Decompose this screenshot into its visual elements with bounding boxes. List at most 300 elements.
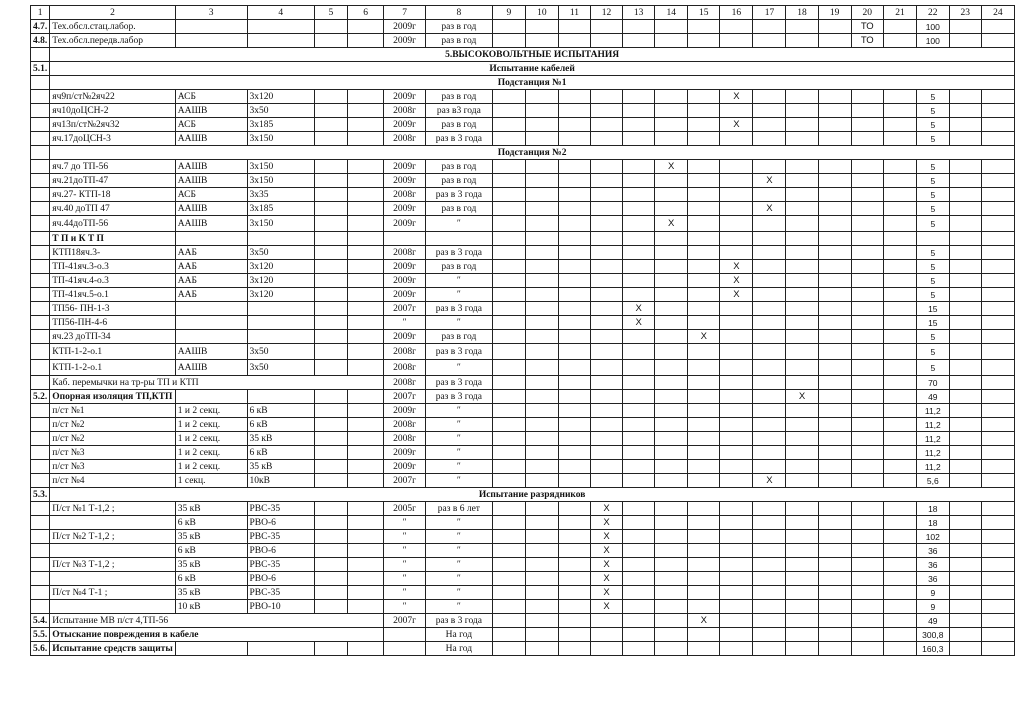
month-mark-cell	[314, 202, 347, 216]
labor-hours: 5	[916, 330, 949, 344]
month-mark-cell	[818, 572, 851, 586]
month-mark-cell	[688, 586, 720, 600]
month-mark-cell	[851, 502, 883, 516]
periodicity: раз в 6 лет	[425, 502, 492, 516]
month-mark-cell	[590, 642, 622, 656]
table-row	[31, 418, 1015, 432]
table-row	[31, 20, 1015, 34]
month-mark-cell	[786, 628, 818, 642]
month-mark-cell	[981, 418, 1014, 432]
month-mark-cell	[720, 232, 753, 246]
month-mark-cell	[347, 642, 384, 656]
month-mark-cell	[688, 516, 720, 530]
section-heading-row	[31, 146, 1015, 160]
object-name: яч9п/ст№2яч22	[50, 90, 176, 104]
month-mark-cell	[818, 460, 851, 474]
month-mark-cell	[347, 404, 384, 418]
month-mark-cell	[720, 460, 753, 474]
month-mark-cell	[981, 302, 1014, 316]
month-mark-cell	[492, 460, 525, 474]
cable-section: 3х150	[247, 132, 314, 146]
item-number: 4.7.	[31, 20, 50, 34]
month-mark-cell	[981, 160, 1014, 174]
item-number	[31, 376, 50, 390]
table-body	[31, 6, 1015, 656]
month-mark-cell	[720, 600, 753, 614]
month-mark-cell	[623, 530, 655, 544]
month-mark-cell	[347, 502, 384, 516]
month-mark-cell	[883, 246, 916, 260]
month-mark-cell	[786, 316, 818, 330]
month-mark-cell	[623, 202, 655, 216]
table-row	[31, 516, 1015, 530]
periodicity: ″	[425, 460, 492, 474]
month-mark-cell	[590, 90, 622, 104]
month-mark-cell	[688, 216, 720, 232]
table-row	[31, 260, 1015, 274]
month-mark-cell	[949, 360, 981, 376]
month-mark-cell	[558, 216, 590, 232]
month-mark-cell	[851, 404, 883, 418]
month-mark-cell	[590, 330, 622, 344]
month-mark-cell: Х	[688, 614, 720, 628]
table-row	[31, 160, 1015, 174]
month-mark-cell	[851, 572, 883, 586]
month-mark-cell	[688, 232, 720, 246]
month-mark-cell	[753, 404, 786, 418]
month-mark-cell	[818, 34, 851, 48]
month-mark-cell	[949, 502, 981, 516]
periodicity: ″	[425, 474, 492, 488]
labor-hours: 11,2	[916, 404, 949, 418]
month-mark-cell	[492, 104, 525, 118]
last-test-year: 2009г	[384, 20, 425, 34]
column-number-header: 2	[50, 6, 176, 20]
month-mark-cell	[786, 90, 818, 104]
cable-type: ААШВ	[175, 202, 247, 216]
month-mark-cell	[786, 260, 818, 274]
month-mark-cell	[883, 502, 916, 516]
month-mark-cell	[655, 20, 688, 34]
month-mark-cell	[851, 446, 883, 460]
month-mark-cell	[851, 274, 883, 288]
cable-section: 6 кВ	[247, 418, 314, 432]
month-mark-cell	[688, 376, 720, 390]
month-mark-cell	[347, 586, 384, 600]
month-mark-cell	[623, 160, 655, 174]
cable-section	[247, 390, 314, 404]
object-name: п/ст №1	[50, 404, 176, 418]
month-mark-cell	[558, 572, 590, 586]
month-mark-cell	[786, 418, 818, 432]
month-mark-cell	[883, 432, 916, 446]
month-mark-cell	[492, 530, 525, 544]
month-mark-cell	[720, 376, 753, 390]
section-title: Испытание кабелей	[50, 62, 1015, 76]
cable-section: 3х120	[247, 288, 314, 302]
object-name: яч.7 до ТП-56	[50, 160, 176, 174]
object-name: Опорная изоляция ТП,КТП	[50, 390, 176, 404]
month-mark-cell	[525, 188, 558, 202]
month-mark-cell	[525, 558, 558, 572]
object-name: П/ст №1 Т-1,2 ;	[50, 502, 176, 516]
month-mark-cell	[590, 174, 622, 188]
month-mark-cell	[720, 20, 753, 34]
month-mark-cell	[492, 216, 525, 232]
month-mark-cell	[525, 302, 558, 316]
labor-hours: 9	[916, 586, 949, 600]
month-mark-cell	[883, 572, 916, 586]
table-row	[31, 90, 1015, 104]
month-mark-cell: Х	[720, 118, 753, 132]
month-mark-cell	[623, 274, 655, 288]
item-number	[31, 160, 50, 174]
month-mark-cell	[753, 572, 786, 586]
month-mark-cell	[851, 642, 883, 656]
month-mark-cell	[981, 330, 1014, 344]
month-mark-cell	[786, 642, 818, 656]
month-mark-cell	[558, 586, 590, 600]
cable-type: 35 кВ	[175, 558, 247, 572]
month-mark-cell	[949, 586, 981, 600]
item-number	[31, 572, 50, 586]
month-mark-cell	[314, 418, 347, 432]
cable-section: 3х150	[247, 174, 314, 188]
last-test-year: 2009г	[384, 288, 425, 302]
object-name: Т П и К Т П	[50, 232, 176, 246]
month-mark-cell	[786, 246, 818, 260]
section-number: 5.1.	[31, 62, 50, 76]
month-mark-cell: Х	[753, 474, 786, 488]
cable-section: РВС-35	[247, 586, 314, 600]
month-mark-cell	[753, 118, 786, 132]
month-mark-cell	[786, 34, 818, 48]
month-mark-cell	[623, 344, 655, 360]
month-mark-cell	[851, 600, 883, 614]
month-mark-cell	[655, 446, 688, 460]
month-mark-cell	[623, 288, 655, 302]
month-mark-cell	[688, 104, 720, 118]
month-mark-cell	[981, 628, 1014, 642]
month-mark-cell	[786, 572, 818, 586]
table-row	[31, 390, 1015, 404]
month-mark-cell	[558, 432, 590, 446]
labor-hours: 5	[916, 132, 949, 146]
table-row	[31, 174, 1015, 188]
month-mark-cell	[492, 34, 525, 48]
month-mark-cell	[720, 474, 753, 488]
month-mark-cell	[981, 446, 1014, 460]
month-mark-cell	[949, 628, 981, 642]
periodicity	[425, 232, 492, 246]
month-mark-cell	[623, 260, 655, 274]
item-number	[31, 288, 50, 302]
section-number: 5.3.	[31, 488, 50, 502]
object-name: яч10доЦСН-2	[50, 104, 176, 118]
month-mark-cell	[949, 260, 981, 274]
periodicity: ″	[425, 360, 492, 376]
month-mark-cell	[720, 160, 753, 174]
cable-type: 6 кВ	[175, 544, 247, 558]
month-mark-cell	[314, 502, 347, 516]
month-mark-cell	[818, 404, 851, 418]
month-mark-cell	[347, 516, 384, 530]
month-mark-cell	[883, 614, 916, 628]
month-mark-cell	[688, 600, 720, 614]
object-name: КТП-1-2-о.1	[50, 344, 176, 360]
month-mark-cell	[786, 474, 818, 488]
month-mark-cell	[818, 600, 851, 614]
month-mark-cell	[786, 202, 818, 216]
month-mark-cell	[314, 232, 347, 246]
labor-hours: 15	[916, 302, 949, 316]
item-number	[31, 600, 50, 614]
month-mark-cell	[655, 628, 688, 642]
section-title: 5.ВЫСОКОВОЛЬТНЫЕ ИСПЫТАНИЯ	[50, 48, 1015, 62]
last-test-year: ″	[384, 316, 425, 330]
month-mark-cell	[314, 432, 347, 446]
cable-type: 1 и 2 секц.	[175, 432, 247, 446]
month-mark-cell	[314, 288, 347, 302]
month-mark-cell	[851, 376, 883, 390]
table-row	[31, 502, 1015, 516]
last-test-year	[384, 232, 425, 246]
month-mark-cell	[655, 614, 688, 628]
month-mark-cell	[347, 202, 384, 216]
item-number	[31, 132, 50, 146]
periodicity: ″	[425, 544, 492, 558]
month-mark-cell	[492, 432, 525, 446]
labor-hours: 5	[916, 260, 949, 274]
month-mark-cell	[949, 432, 981, 446]
object-name: яч.17доЦСН-3	[50, 132, 176, 146]
month-mark-cell	[314, 390, 347, 404]
month-mark-cell	[558, 474, 590, 488]
last-test-year: 2009г	[384, 460, 425, 474]
month-mark-cell	[786, 174, 818, 188]
periodicity: На год	[425, 642, 492, 656]
month-mark-cell	[688, 20, 720, 34]
month-mark-cell	[818, 20, 851, 34]
cable-section: РВО-6	[247, 516, 314, 530]
table-row	[31, 316, 1015, 330]
month-mark-cell	[981, 274, 1014, 288]
month-mark-cell	[347, 174, 384, 188]
last-test-year: 2007г	[384, 474, 425, 488]
labor-hours: 5	[916, 188, 949, 202]
object-name: КТП-1-2-о.1	[50, 360, 176, 376]
month-mark-cell	[590, 316, 622, 330]
month-mark-cell	[786, 516, 818, 530]
month-mark-cell	[347, 90, 384, 104]
month-mark-cell	[558, 642, 590, 656]
column-number-header: 4	[247, 6, 314, 20]
column-number-header: 10	[525, 6, 558, 20]
item-number	[31, 360, 50, 376]
month-mark-cell	[851, 558, 883, 572]
cable-type: ААШВ	[175, 132, 247, 146]
month-mark-cell	[688, 260, 720, 274]
month-mark-cell: ТО	[851, 20, 883, 34]
month-mark-cell	[492, 586, 525, 600]
labor-hours: 18	[916, 516, 949, 530]
month-mark-cell	[753, 20, 786, 34]
month-mark-cell	[851, 188, 883, 202]
labor-hours: 102	[916, 530, 949, 544]
month-mark-cell	[753, 288, 786, 302]
month-mark-cell	[851, 160, 883, 174]
month-mark-cell	[590, 160, 622, 174]
month-mark-cell	[558, 246, 590, 260]
month-mark-cell	[818, 544, 851, 558]
month-mark-cell	[314, 586, 347, 600]
periodicity: ″	[425, 418, 492, 432]
month-mark-cell	[981, 246, 1014, 260]
table-row	[31, 232, 1015, 246]
month-mark-cell	[720, 404, 753, 418]
month-mark-cell	[753, 558, 786, 572]
month-mark-cell: Х	[720, 274, 753, 288]
object-name: Тех.обсл.передв.лабор	[50, 34, 176, 48]
month-mark-cell	[818, 202, 851, 216]
month-mark-cell	[786, 188, 818, 202]
cable-type: АСБ	[175, 90, 247, 104]
table-row	[31, 600, 1015, 614]
last-test-year: ″	[384, 530, 425, 544]
month-mark-cell	[492, 390, 525, 404]
month-mark-cell	[655, 530, 688, 544]
month-mark-cell	[623, 20, 655, 34]
month-mark-cell	[786, 600, 818, 614]
object-name: ТП-41яч.4-о.3	[50, 274, 176, 288]
month-mark-cell	[720, 330, 753, 344]
item-number	[31, 530, 50, 544]
month-mark-cell	[558, 390, 590, 404]
cable-type: 1 и 2 секц.	[175, 446, 247, 460]
month-mark-cell	[883, 160, 916, 174]
month-mark-cell	[623, 516, 655, 530]
month-mark-cell	[525, 344, 558, 360]
month-mark-cell	[655, 418, 688, 432]
object-name: яч13п/ст№2яч32	[50, 118, 176, 132]
month-mark-cell	[688, 288, 720, 302]
month-mark-cell	[949, 246, 981, 260]
item-number	[31, 118, 50, 132]
month-mark-cell	[851, 216, 883, 232]
last-test-year: 2008г	[384, 104, 425, 118]
month-mark-cell	[818, 628, 851, 642]
month-mark-cell	[818, 558, 851, 572]
month-mark-cell	[949, 274, 981, 288]
table-row	[31, 404, 1015, 418]
item-number	[31, 274, 50, 288]
month-mark-cell	[492, 572, 525, 586]
month-mark-cell	[314, 446, 347, 460]
month-mark-cell	[688, 118, 720, 132]
labor-hours: 300,8	[916, 628, 949, 642]
month-mark-cell	[525, 460, 558, 474]
month-mark-cell	[558, 118, 590, 132]
month-mark-cell	[347, 558, 384, 572]
month-mark-cell	[720, 202, 753, 216]
work-description: Каб. перемычки на тр-ры ТП и КТП	[50, 376, 384, 390]
month-mark-cell	[786, 132, 818, 146]
month-mark-cell	[688, 174, 720, 188]
month-mark-cell	[525, 132, 558, 146]
month-mark-cell	[525, 360, 558, 376]
item-number	[31, 558, 50, 572]
labor-hours: 5	[916, 246, 949, 260]
month-mark-cell: Х	[623, 316, 655, 330]
month-mark-cell	[655, 460, 688, 474]
column-number-header: 15	[688, 6, 720, 20]
month-mark-cell	[525, 232, 558, 246]
month-mark-cell	[949, 90, 981, 104]
month-mark-cell	[883, 104, 916, 118]
month-mark-cell	[818, 160, 851, 174]
section-heading-row	[31, 62, 1015, 76]
month-mark-cell	[883, 216, 916, 232]
month-mark-cell	[525, 104, 558, 118]
labor-hours: 160,3	[916, 642, 949, 656]
month-mark-cell	[314, 600, 347, 614]
month-mark-cell	[851, 432, 883, 446]
column-number-header: 23	[949, 6, 981, 20]
month-mark-cell	[347, 118, 384, 132]
labor-hours: 18	[916, 502, 949, 516]
month-mark-cell	[949, 132, 981, 146]
month-mark-cell	[753, 502, 786, 516]
month-mark-cell	[753, 360, 786, 376]
month-mark-cell	[623, 174, 655, 188]
periodicity: ″	[425, 216, 492, 232]
month-mark-cell	[525, 600, 558, 614]
month-mark-cell	[347, 460, 384, 474]
month-mark-cell	[786, 274, 818, 288]
month-mark-cell	[492, 376, 525, 390]
month-mark-cell	[753, 216, 786, 232]
month-mark-cell	[558, 376, 590, 390]
month-mark-cell	[720, 104, 753, 118]
month-mark-cell	[347, 104, 384, 118]
item-number: 5.4.	[31, 614, 50, 628]
month-mark-cell	[492, 516, 525, 530]
month-mark-cell	[753, 586, 786, 600]
month-mark-cell	[590, 188, 622, 202]
periodicity: раз в год	[425, 20, 492, 34]
month-mark-cell	[981, 474, 1014, 488]
month-mark-cell	[883, 174, 916, 188]
month-mark-cell	[558, 160, 590, 174]
section-title: Подстанция №1	[50, 76, 1015, 90]
month-mark-cell	[818, 260, 851, 274]
month-mark-cell	[818, 316, 851, 330]
month-mark-cell	[786, 376, 818, 390]
month-mark-cell	[688, 418, 720, 432]
object-name	[50, 572, 176, 586]
object-name: Тех.обсл.стац.лабор.	[50, 20, 176, 34]
object-name: яч.40 доТП 47	[50, 202, 176, 216]
month-mark-cell	[525, 376, 558, 390]
last-test-year: 2008г	[384, 246, 425, 260]
month-mark-cell	[655, 316, 688, 330]
month-mark-cell	[314, 558, 347, 572]
month-mark-cell	[720, 502, 753, 516]
month-mark-cell	[883, 446, 916, 460]
item-number	[31, 216, 50, 232]
periodicity: раз в год	[425, 160, 492, 174]
month-mark-cell	[949, 216, 981, 232]
